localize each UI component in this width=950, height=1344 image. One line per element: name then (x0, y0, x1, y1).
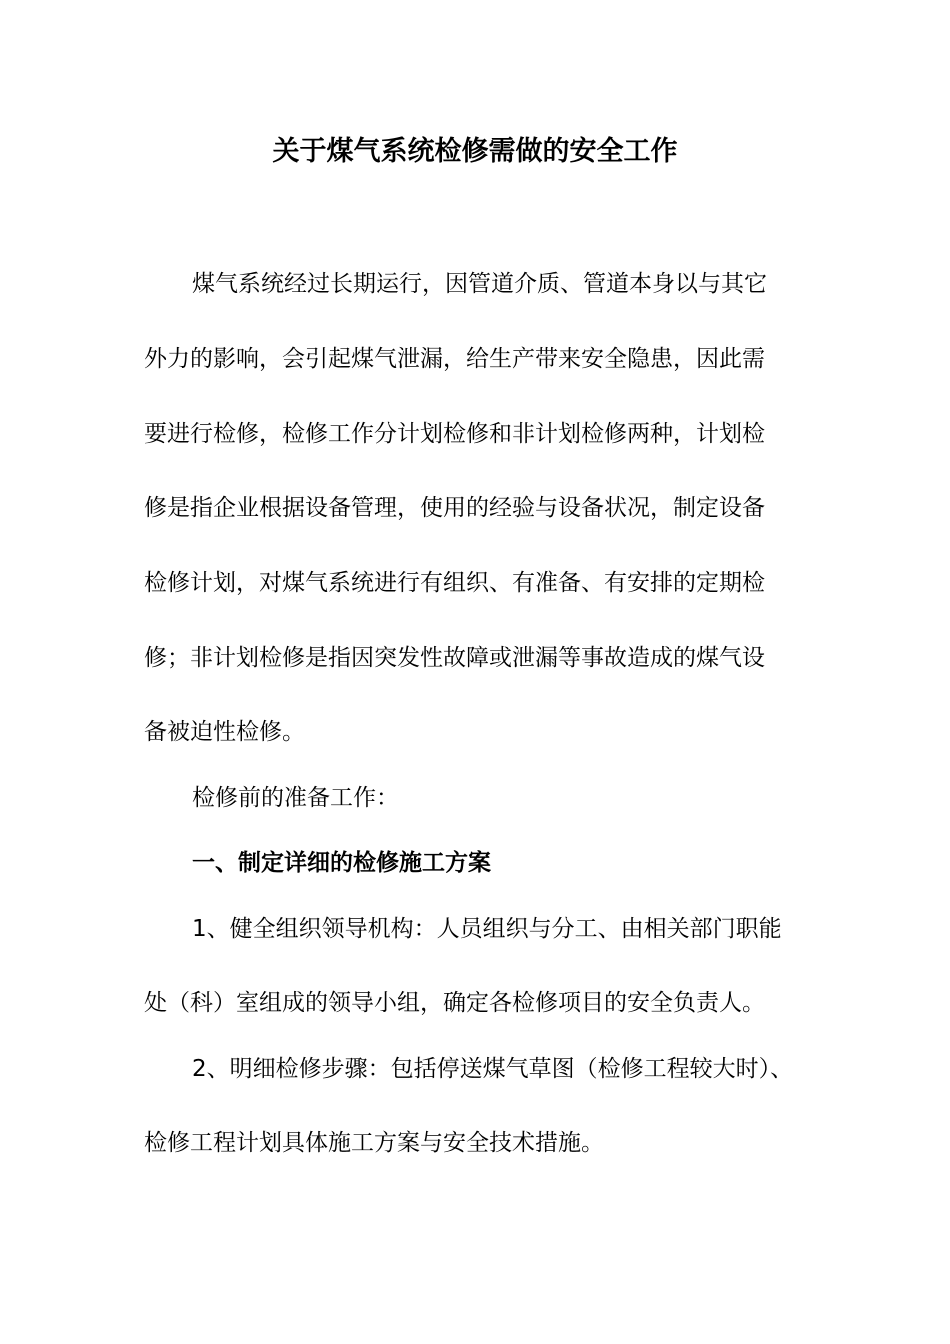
document-title: 关于煤气系统检修需做的安全工作 (272, 136, 678, 167)
prep-heading: 检修前的准备工作： (192, 785, 399, 811)
paragraph-line: 检修计划，对煤气系统进行有组织、有准备、有安排的定期检 (144, 570, 765, 596)
paragraph-line: 修；非计划检修是指因突发性故障或泄漏等事故造成的煤气设 (144, 645, 765, 671)
list-item-line: 检修工程计划具体施工方案与安全技术措施。 (144, 1130, 604, 1156)
list-item-line: 处（科）室组成的领导小组，确定各检修项目的安全负责人。 (144, 990, 765, 1016)
list-item-line: 1、健全组织领导机构：人员组织与分工、由相关部门职能 (192, 916, 782, 942)
list-item-line: 2、明细检修步骤：包括停送煤气草图（检修工程较大时）、 (192, 1056, 794, 1082)
paragraph-line: 备被迫性检修。 (144, 719, 305, 745)
section-heading: 一、制定详细的检修施工方案 (192, 850, 491, 876)
paragraph-line: 煤气系统经过长期运行，因管道介质、管道本身以与其它 (192, 271, 767, 297)
paragraph-line: 要进行检修，检修工作分计划检修和非计划检修两种，计划检 (144, 421, 765, 447)
paragraph-line: 外力的影响，会引起煤气泄漏，给生产带来安全隐患，因此需 (144, 346, 765, 372)
paragraph-line: 修是指企业根据设备管理，使用的经验与设备状况，制定设备 (144, 495, 765, 521)
